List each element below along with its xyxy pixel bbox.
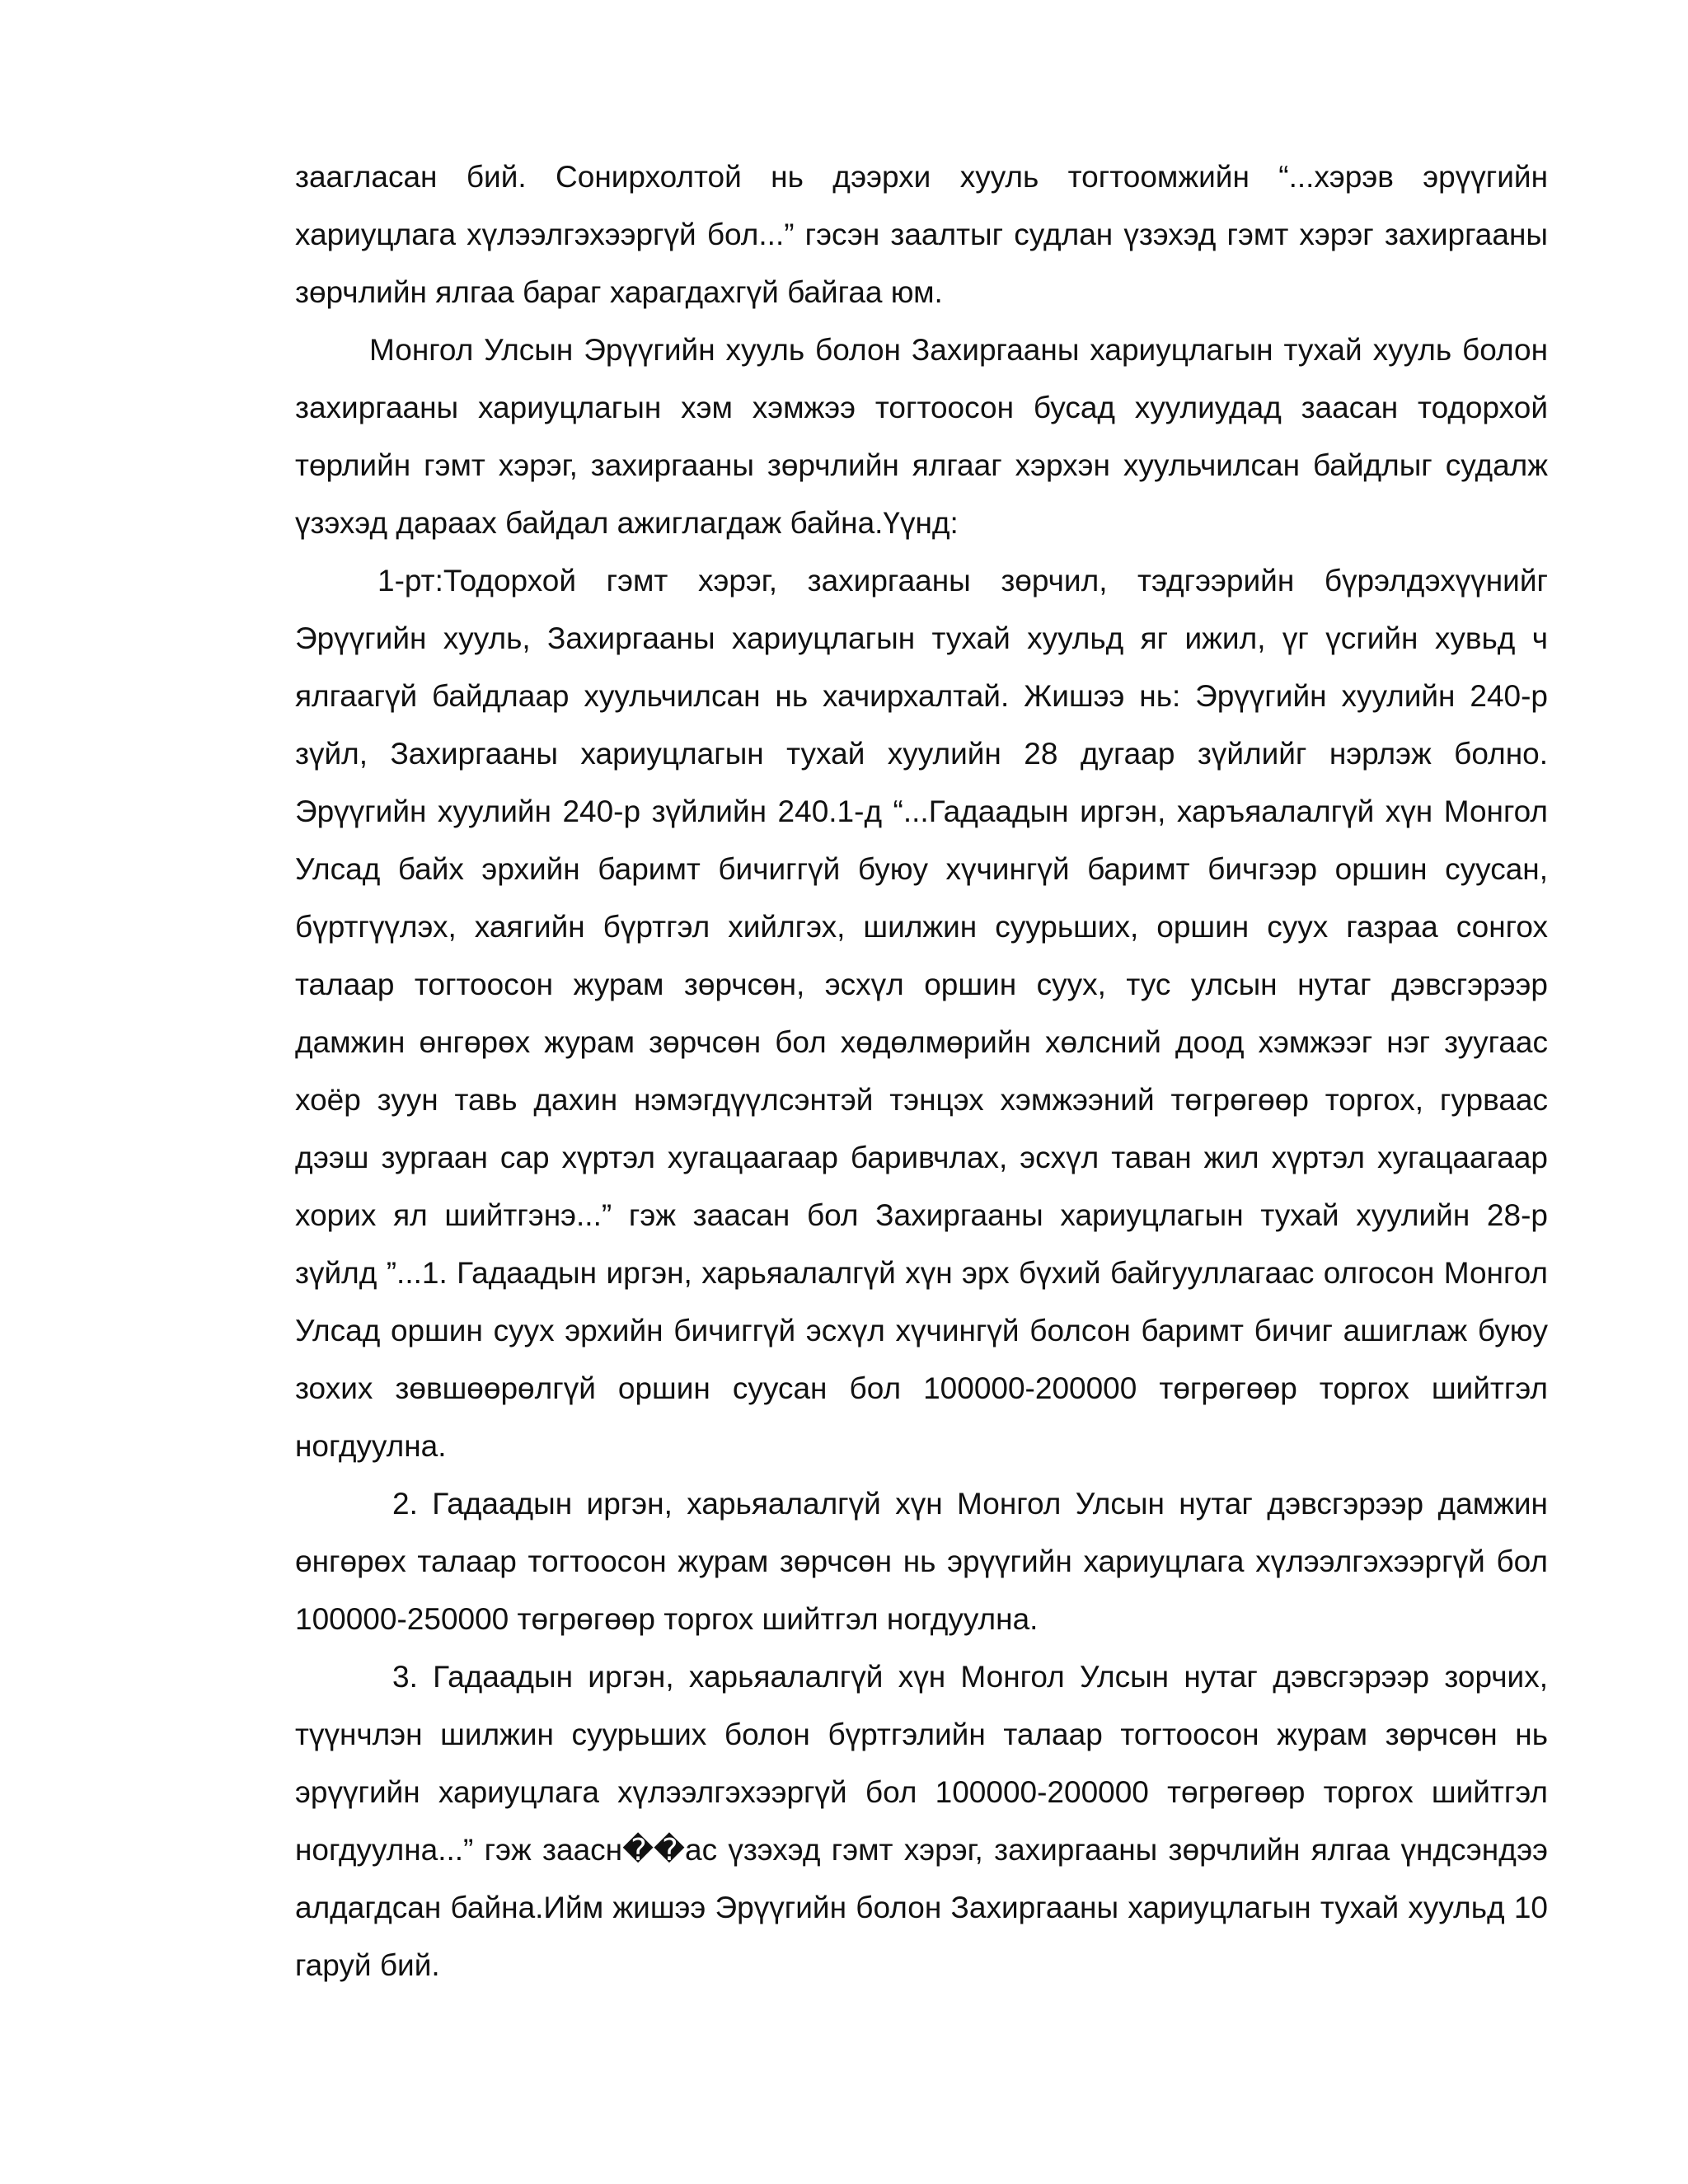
paragraph-overview: Монгол Улсын Эрүүгийн хууль болон Захиргааны хариуцлагын тухай хууль болон захиргааны хариуцлагын хэм хэмжээ тогтоосон бусад хуулиудад заасан тодорхой төрлийн гэмт хэрэг, захиргааны зөрчлийн ялгааг хэрхэн хуульчилсан байдлыг судалж үзэхэд дараах байдал ажиглагдаж байна.Үүнд: bbox=[295, 333, 1548, 540]
paragraph-clause-2: 2. Гадаадын иргэн, харьяалалгүй хүн Монгол Улсын нутаг дэвсгэрээр дамжин өнгөрөх талаар тогтоосон журам зөрчсөн нь эрүүгийн хариуцлага хүлээлгэхээргүй бол 100000-250000 төгрөгөөр торгох шийтгэл ногдуулна. bbox=[295, 1487, 1548, 1636]
document-body bbox=[295, 148, 1548, 1994]
paragraph-clause-3: 3. Гадаадын иргэн, харьяалалгүй хүн Монгол Улсын нутаг дэвсгэрээр зорчих, түүнчлэн шилжин суурьших болон бүртгэлийн талаар тогтоосон журам зөрчсөн нь эрүүгийн хариуцлага хүлээлгэхээргүй бол 100000-200000 төгрөгөөр торгох шийтгэл ногдуулна...” гэж заасн��ас үзэхэд гэмт хэрэг, захиргааны зөрчлийн ялгаа үндсэндээ алдагдсан байна.Ийм жишээ Эрүүгийн болон Захиргааны хариуцлагын тухай хуульд 10 гаруй бий. bbox=[295, 1660, 1548, 1982]
paragraph-intro: заагласан бий. Сонирхолтой нь дээрхи хууль тогтоомжийн “...хэрэв эрүүгийн хариуцлага хүлээлгэхээргүй бол...” гэсэн заалтыг судлан үзэхэд гэмт хэрэг захиргааны зөрчлийн ялгаа бараг харагдахгүй байгаа юм. bbox=[295, 160, 1548, 309]
paragraph-point-1: 1-рт:Тодорхой гэмт хэрэг, захиргааны зөрчил, тэдгээрийн бүрэлдэхүүнийг Эрүүгийн хууль, Захиргааны хариуцлагын тухай хуульд яг ижил, үг үсгийн хувьд ч ялгаагүй байдлаар хуульчилсан нь хачирхалтай. Жишээ нь: Эрүүгийн хуулийн 240-р зүйл, Захиргааны хариуцлагын тухай хуулийн 28 дугаар зүйлийг нэрлэж болно. Эрүүгийн хуулийн 240-р зүйлийн 240.1-д “...Гадаадын иргэн, харъяалалгүй хүн Монгол Улсад байх эрхийн баримт бичиггүй буюу хүчингүй баримт бичгээр оршин суусан, бүртгүүлэх, хаягийн бүртгэл хийлгэх, шилжин суурьших, оршин суух газраа сонгох талаар тогтоосон журам зөрчсөн, эсхүл оршин суух, тус улсын нутаг дэвсгэрээр дамжин өнгөрөх журам зөрчсөн бол хөдөлмөрийн хөлсний доод хэмжээг нэг зуугаас хоёр зуун тавь дахин нэмэгдүүлсэнтэй тэнцэх хэмжээний төгрөгөөр торгох, гурваас дээш зургаан сар хүртэл хугацаагаар баривчлах, эсхүл таван жил хүртэл хугацаагаар хорих ял шийтгэнэ...” гэж заасан бол Захиргааны хариуцлагын тухай хуулийн 28-р зүйлд ”...1. Гадаадын иргэн, харьяалалгүй хүн эрх бүхий байгууллагаас олгосон Монгол Улсад оршин суух эрхийн бичиггүй эсхүл хүчингүй болсон баримт бичиг ашиглаж буюу зохих зөвшөөрөлгүй оршин суусан бол 100000-200000 төгрөгөөр торгох шийтгэл ногдуулна. bbox=[295, 564, 1548, 1463]
